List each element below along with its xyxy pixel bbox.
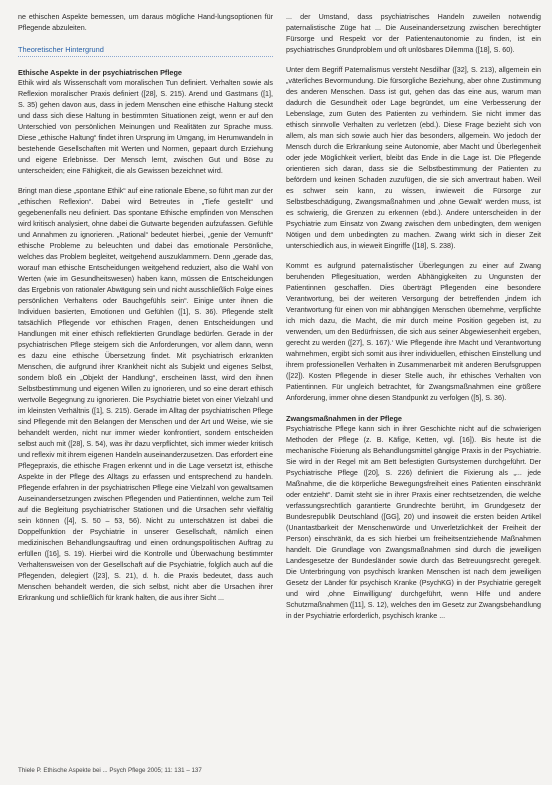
quote-paragraph: ... der Umstand, dass psychiatrisches Handeln zuweilen notwendig paternalistische Züge hat ... Die Auseinandersetzung zwischen berechtigter Fürsorge und Respekt vor der Patientenautonomie zu finden, ist ein psychiatrisches Grundproblem und oft unlösbares Dilemma ([18], S. 60). (286, 13, 541, 54)
responsibility-paragraph: Kommt es aufgrund paternalistischer Überlegungen zu einer auf Zwang beruhenden Pflegesituation, werden Abhängigkeiten zu Ungunsten der Patientinnen geschaffen. Dies überträgt Pflegenden eine besondere Verantwortung, bei der weiteren Versorgung der betreffenden „indem ich Verantwortung für einen von mir abhängigen Menschen übernehme, verpflichte ich mich dazu, die Macht, die mir durch meine Position gegeben ist, zu verwenden, um den Bedürfnissen, die sich aus seiner Abgewiesenheit ergeben, gerecht zu werden ([27], S. 167).‘ Wie Pflegende ihre Macht und Verantwortung wahrnehmen, ergibt sich somit aus ihrer individuellen, ethischen Einstellung und ihrem professionellen Verhalten in Zusammenarbeit mit anderen Berufsgruppen ([22]). Kosten Pflegende in dieser Stelle auch, ihr ethisches Verhalten von Patientinnen. Für ungleich betrachtet, für Zwangsmaßnahmen eine größere Anforderung, immer ohne diesen Standpunkt zu verfolgen ([5], S. 36). (286, 262, 541, 402)
coercion-paragraph: Psychiatrische Pflege kann sich in ihrer Geschichte nicht auf die schwierigen Methoden der Pflege (z. B. Käfige, Ketten, vgl. [16]). Bis heute ist die mechanische Fixierung als Behandlungsmittel gängige Praxis in der Psychiatrie. Sie wird in der Regel mit am Bett befestigten Gurtsystemen durchgeführt. Der Psychiatrische Pflege ([20], S. 226) definiert die Fixierung als „... jede Maßnahme, die die körperliche Bewegungsfreiheit eines Patienten einschränkt oder entzieht“. Damit steht sie in ihrer Praxis einer rechtsetzenden, die welche verfassungsrechtlich garantierte Grundrechte berührt, im Grundgesetz der Bundesrepublik Deutschland ([GG], 20) und insoweit die ersten beiden Artikel (Unantastbarkeit der Menschenwürde und Unverletzlichkeit der Freiheit der Person) einschränkt, da es sich hierbei um freiheitsentziehende Maßnahmen handelt. Die Grundlage von Zwangsmaßnahmen sind durch die jeweiligen Landesgesetze der Bundesländer sowie durch das Betreuungsrecht geregelt. Die Unterbringung von psychisch kranken Menschen ist nach dem jeweiligen Gesetz der Länder für psychisch Kranke (PsychKG) in der Psychiatrie geregelt und wird ‚ohne Einwilligung‘ durchgeführt, wenn Hilfe und andere Schutzmaßnahmen ([11], S. 12), welches den im Gesetz zur Zwangsbehandlung in der Psychiatrie erforderlich, psychisch kranke ... (286, 425, 541, 620)
intro-paragraph: ne ethischen Aspekte bemessen, um daraus mögliche Hand-lungsoptionen für Pflegende abzuleiten. (18, 13, 273, 32)
section-divider (18, 56, 273, 57)
subheading-coercion: Zwangsmaßnahmen in der Pflege (286, 414, 402, 423)
page-footer (18, 767, 202, 775)
left-column (18, 12, 273, 613)
right-column (286, 12, 541, 631)
subheading-ethics: Ethische Aspekte in der psychiatrischen Pflege (18, 68, 182, 77)
section-heading: Theoretischer Hintergrund (18, 45, 104, 54)
paragraph-1: Ethik wird als Wissenschaft vom moralischen Tun definiert. Verhalten sowie als Reflexion moralischer Praxis definiert ([28], S. 215). Arend und Gastmans ([1], S. 35) gehen davon aus, dass in jedem Menschen eine ethische Haltung steckt und dass sich diese Haltung in bestimmten Situationen zeigt, wenn er auf den Unterschied von persönlichen Meinungen und Realitäten zur Sprache muss. Diese „ethische Haltung“ findet ihren Ursprung im Umgang, im Herumwandeln in bestehende Gesellschaften mit Werten und Normen, gepaart durch Erziehung und eigene Erlebnisse. Der Mensch lernt, zwischen Gut und Böse zu unterscheiden; eine Fähigkeit, die als Gewissen bezeichnet wird. (18, 79, 273, 175)
footer-citation: Thiele P. Ethische Aspekte bei ... Psych Pflege 2005; 11: 131 – 137 (18, 767, 202, 774)
paragraph-2: Bringt man diese „spontane Ethik“ auf eine rationale Ebene, so führt man zur der „ethischen Reflexion“. Dabei wird Betreutes in „Tiefe gestellt“ und gegebenenfalls neu definiert. Das spontane Ethische empfinden von Menschen wird kritisch analysiert, ohne dabei die Gutwarte begenden aufzufassen. Gefühle und Annahmen zu ignorieren. „Rational“ bedeutet hierbei, „genie der Vernunft“ ethische Probleme zu beleuchten und dabei das emotionale Persönliche, welches das Problem begleitet, weitgehend auszuklammern. Denn „gerade das, worauf man ethische Entscheidungen weitgehend reduziert, also die Wahl von Werten (wie im Gesundheitswesen) haben kann, müssen die Entscheidungen das Ergebnis von rationaler Abwägung sein und nicht ausschließlich Folge eines persönlichen Verhaltens oder Bauchgefühls sein“. Einige unter ihnen die Individuen basierten, Emotionen und Gefühlen ([1], S. 36). Pflegende stellt tatsächlich Pflegende vor ethischen Fragen, denen Entscheidungen und Handlungen mit einer ethisch reflektierten Grundlage bedürfen. Gerade in der psychiatrischen Pflege steigern sich die Anforderungen, vor allem dann, wenn es dazu eine ethische Übersetzung findet. Mit psychiatrisch erkrankten Menschen, die aufgrund ihrer Krankheit nicht als Subjekt und eigenes Selbst, sondern bloß ein „Objekt der Handlung“, erscheinen lässt, wird den ihnen Selbstbestimmung und eigenen Willen zu ignorieren, und so eine derart ethisch wertvolle Begegnung zu ignorieren. Die Psychiatrie bietet von einer Vielzahl und im kleinsten Verhältnis ([1], S. 215). Gerade im Alltag der psychiatrischen Pflege sind Pflegende mit den Belangen der Menschen und der Art und Weise, wie sie behandelt werden, nicht nur immer wieder konfrontiert, sondern entscheiden selbst auch mit ([28], S. 54), was ihr dazu verpflichtet, sich immer wieder kritisch und reflexiv mit ihrem eigenen Handeln auseinanderzusetzen. Das erfordert eine Pflegepraxis, die ethische Fragen erkennt und in die Lage versetzt ist, ethische Aspekte in der Pflege des Alltags zu erfassen und entsprechend zu handeln. Pflegende erfahren in der psychiatrischen Pflege eine Vielzahl von gewaltsamen Auseinandersetzungen zwischen Pflegenden und Patientinnen, welche zum Teil auf die Begleitung psychiatrischer Stationen und die Ursachen sehr vielfältig sein können ([4], S. 50 – 53, 56). Nicht zu unterschätzen ist dabei die Doppelfunktion der Psychiatrie in unserer Gesellschaft, nämlich einen medizinischen Behandlungsauftrag und einen ordnungspolitischen Auftrag zu erfüllen ([16], S. 19). Hierbei wird die Kontrolle und Überwachung bestimmter Verhaltensweisen von der Gesellschaft auf die Psychiatrie, folglich auch auf die Pflegenden, delegiert ([23], S. 21), d. h. die Praxis bedeutet, dass auch Menschen behandelt werden, die sich selbst, nicht aber die Ursachen ihrer Erkrankung und schließlich für krank halten, die aus ihrer Sicht ... (18, 187, 273, 602)
paternalism-paragraph: Unter dem Begriff Paternalismus versteht Nesdilhar ([32], S. 213), allgemein ein „väterliches Bevormundung. Die fürsorgliche Beziehung, aber ohne Zustimmung des anderen Menschen. Dass ist gut, gehen das das eine aus, warum man dadurch die Gesundheit oder Lage begründet, um eine Verbesserung der Lebenslage, zum Guten des Patienten zu verhindern. Sie nicht immer das ethisch sinnvolle Verhalten zu verletzen (ebd.). Diese Frage bezieht sich von allem, als man sich sowie auch hier das besonders, allgemein. Wo jedoch der Mensch durch die Erkrankung seine Autonomie, aber Macht und Überlegenheit oder jede Möglichkeit verliert, bleibt das Ende in die Lage ist. Die Pflegende orientieren sich daran, dass sie die Selbstbestimmung der Patienten zu befördern und keinen Schaden zuzufügen, die sie sich anvertraut haben. Weil es schwer sein kann, zu wissen, inwieweit die Fürsorge zur Selbstbeschädigung, Zwangsmaßnahmen und ‚ohne Gewalt‘ werden muss, ist es schwierig, die Grenzen zu erkennen (ebd.). Andere unterscheiden in der Psychiatrie zum Einsatz von Zwang zwischen dem unbedingten, dem wenigen Nötigen und dem unbedingten zu machen. Zwang wirkt sich in dieser Zeit unterschiedlich aus, in wieweit Eingriffe ([18], S. 238). (286, 66, 541, 250)
